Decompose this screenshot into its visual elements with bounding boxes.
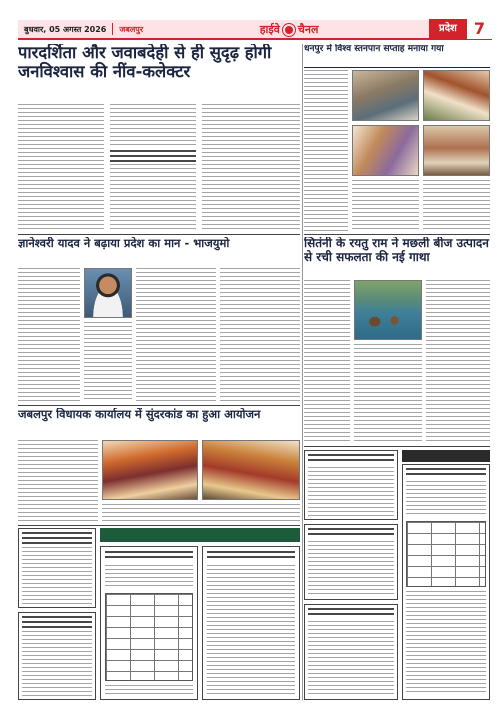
breastfeeding-article-body [352,180,419,232]
government-notice-title [406,468,486,478]
lead-article-body [110,164,196,232]
section-divider [18,525,300,526]
lead-article-body [202,104,300,232]
event-photo [352,70,419,121]
event-photo [423,125,490,176]
notice-text [308,541,394,597]
section-divider [18,405,300,406]
news-brief-body [22,547,92,605]
lead-article-body [110,104,196,148]
bjym-article-body [84,322,132,402]
tender-table [105,593,193,681]
section-divider [18,234,300,235]
notice-title [308,608,394,618]
tender-notice-title [105,551,193,561]
page-header [18,20,492,40]
bjym-headline: ज्ञानेश्वरी यादव ने बढ़ाया प्रदेश का मान - भाजयुमो [18,237,230,250]
event-photo [423,70,490,121]
section-name: प्रदेश [429,19,467,39]
notice-box [304,524,398,600]
notice-title [308,528,394,538]
logo-text-left: हाईवे [259,22,280,36]
government-notice-table [406,521,486,587]
tender-notice-text [105,565,193,589]
news-brief-body [22,631,92,697]
breastfeeding-article-body [304,70,348,232]
notice-text [308,467,394,517]
sunderkand-article-body [18,440,98,522]
tender-notice [202,546,300,700]
fish-seed-article-body [354,344,422,442]
edition-city: जबलपुर [119,24,144,34]
sunderkand-headline: जबलपुर विधायक कार्यालय में सुंदरकांड का हुआ आयोजन [18,408,261,421]
notice-banner [100,528,300,542]
tender-notice-text [207,565,295,697]
section-divider [304,446,490,447]
event-photo [202,440,300,500]
news-brief-headline [22,532,92,544]
breastfeeding-article-body [423,180,490,232]
fish-seed-article-body [426,280,490,442]
section-divider [304,234,490,235]
logo-dot-icon [283,24,295,36]
issue-date: बुधवार, 05 अगस्त 2026 [24,24,107,34]
news-brief-headline [22,616,92,628]
event-photo [102,440,198,500]
fish-seed-headline: सितंनी के रयतु राम ने मछली बीज उत्पादन से रची सफलता की नई गाथा [304,237,489,264]
notice-text [308,621,394,697]
fish-seed-article-body [304,280,350,442]
lead-headline: पारदर्शिता और जवाबदेही से ही सुदृढ़ होगी जनविश्वास की नींव-कलेक्टर [18,44,272,81]
masthead-logo [149,22,429,37]
bjym-article-body [136,268,216,402]
notice-box [304,604,398,700]
bjym-article-body [18,268,80,402]
notice-box [304,450,398,520]
news-brief-box [18,528,96,608]
news-brief-box [18,612,96,700]
government-notice [402,464,490,700]
government-notice-text [406,591,486,695]
government-notice-text [406,481,486,517]
portrait-photo [84,268,132,318]
tender-notice [100,546,198,700]
page-number: 7 [467,19,492,39]
breastfeeding-week-headline: धनपुर में विश्व स्तनपान सप्ताह मनाया गया [304,44,490,68]
tender-notice-title [207,551,295,561]
tender-notice-text [105,685,193,697]
column-divider [302,44,303,700]
sunderkand-article-body [102,504,300,522]
notice-title [308,454,394,464]
lead-article-subhead [110,150,196,162]
pond-photo [354,280,422,340]
government-notice-banner [402,450,490,462]
lead-article-body [18,104,104,232]
logo-text-right: चैनल [297,22,319,36]
event-photo [352,125,419,176]
bjym-article-body [220,268,300,402]
